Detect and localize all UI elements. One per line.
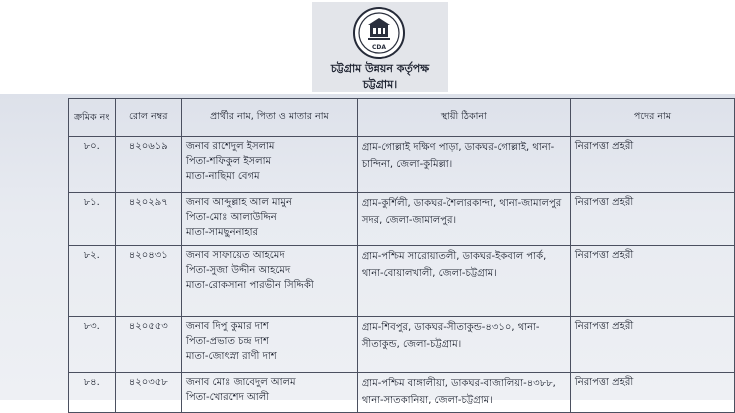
father-name: পিতা-শফিকুল ইসলাম	[185, 156, 272, 167]
header-address: স্থায়ী ঠিকানা	[357, 99, 570, 137]
scanned-table-area	[0, 94, 735, 406]
name-cell	[181, 246, 357, 317]
serial-cell: ৮১.	[69, 193, 116, 246]
header-name: প্রার্থীর নাম, পিতা ও মাতার নাম	[181, 99, 357, 137]
name-cell	[181, 193, 357, 246]
address-cell	[357, 246, 570, 317]
address-text: গ্রাম-গোল্লাই দক্ষিণ পাড়া, ডাকঘর-গোল্লাই, থানা-চান্দিনা, জেলা-কুমিল্লা।	[361, 142, 555, 170]
cda-seal-logo	[353, 7, 405, 59]
organization-city: চট্টগ্রাম।	[362, 78, 398, 91]
roll-cell: ৪২০২৯৭	[115, 193, 181, 246]
table-row	[69, 246, 735, 317]
serial-cell: ৮০.	[69, 137, 116, 193]
post-cell: নিরাপত্তা প্রহরী	[570, 137, 734, 193]
roll-cell: ৪২০৩৫৮	[115, 373, 181, 413]
candidate-name: জনাব রাশেদুল ইসলাম	[185, 141, 275, 152]
roll-cell: ৪২০৫৫৩	[115, 317, 181, 373]
post-cell: নিরাপত্তা প্রহরী	[570, 373, 734, 413]
candidate-table	[68, 98, 735, 413]
address-cell	[357, 193, 570, 246]
mother-name: মাতা-সামছুননাহার	[185, 227, 259, 238]
address-text: গ্রাম-পশ্চিম সারোয়াতলী, ডাকঘর-ইকবাল পার্ক, থানা-বোয়ালখালী, জেলা-চট্টগ্রাম।	[361, 251, 547, 279]
father-name: পিতা-প্রভাত চন্দ্র দাশ	[185, 336, 269, 347]
post-cell: নিরাপত্তা প্রহরী	[570, 246, 734, 317]
table-header-row	[69, 99, 735, 137]
header-serial: ক্রমিক নং	[69, 99, 116, 137]
seal-emblem-icon	[355, 9, 403, 57]
candidate-name: জনাব মোঃ জাবেদুল আলম	[185, 377, 296, 388]
address-text: গ্রাম-কুর্শিলী, ডাকঘর-শৈলারকান্দা, থানা-জামালপুর সদর, জেলা-জামালপুর।	[361, 198, 562, 226]
table-row	[69, 317, 735, 373]
candidate-name: জনাব আব্দুল্লাহ আল মামুন	[185, 197, 292, 208]
header-roll: রোল নম্বর	[115, 99, 181, 137]
name-cell	[181, 317, 357, 373]
name-cell	[181, 137, 357, 193]
header-post: পদের নাম	[570, 99, 734, 137]
serial-cell: ৮২.	[69, 246, 116, 317]
organization-name: চট্টগ্রাম উন্নয়ন কর্তৃপক্ষ	[330, 62, 430, 75]
roll-cell: ৪২০৪৩১	[115, 246, 181, 317]
address-cell	[357, 137, 570, 193]
table-row	[69, 137, 735, 193]
serial-cell: ৮৩.	[69, 317, 116, 373]
candidate-name: জনাব দিপু কুমার দাশ	[185, 321, 269, 332]
mother-name: মাতা-জোৎস্না রাণী দাশ	[185, 351, 277, 362]
document-header	[312, 2, 448, 92]
table-row	[69, 193, 735, 246]
name-cell	[181, 373, 357, 413]
roll-cell: ৪২০৬১৯	[115, 137, 181, 193]
address-text: গ্রাম-শিবপুর, ডাকঘর-সীতাকুন্ড-৪৩১০, থানা-সীতাকুন্ড, জেলা-চট্টগ্রাম।	[361, 322, 540, 350]
post-cell: নিরাপত্তা প্রহরী	[570, 317, 734, 373]
father-name: পিতা-খোরশেদ আলী	[185, 392, 270, 403]
post-cell: নিরাপত্তা প্রহরী	[570, 193, 734, 246]
father-name: পিতা-মোঃ আলাউদ্দিন	[185, 212, 277, 223]
address-text: গ্রাম-পশ্চিম বাঙ্গালীয়া, ডাকঘর-বাজালিয়া-৪৩৮৮, থানা-সাতকানিয়া, জেলা-চট্টগ্রাম।	[361, 378, 556, 406]
mother-name: মাতা-নাছিমা বেগম	[185, 171, 260, 182]
candidate-name: জনাব সাফায়েত আহমেদ	[185, 250, 285, 261]
svg-text:CDA: CDA	[371, 44, 387, 51]
table-row	[69, 373, 735, 413]
mother-name: মাতা-রোকসানা পারভীন সিদ্দিকী	[185, 280, 314, 291]
address-cell	[357, 373, 570, 413]
serial-cell: ৮৪.	[69, 373, 116, 413]
father-name: পিতা-সুজা উদ্দীন আহমেদ	[185, 265, 291, 276]
address-cell	[357, 317, 570, 373]
